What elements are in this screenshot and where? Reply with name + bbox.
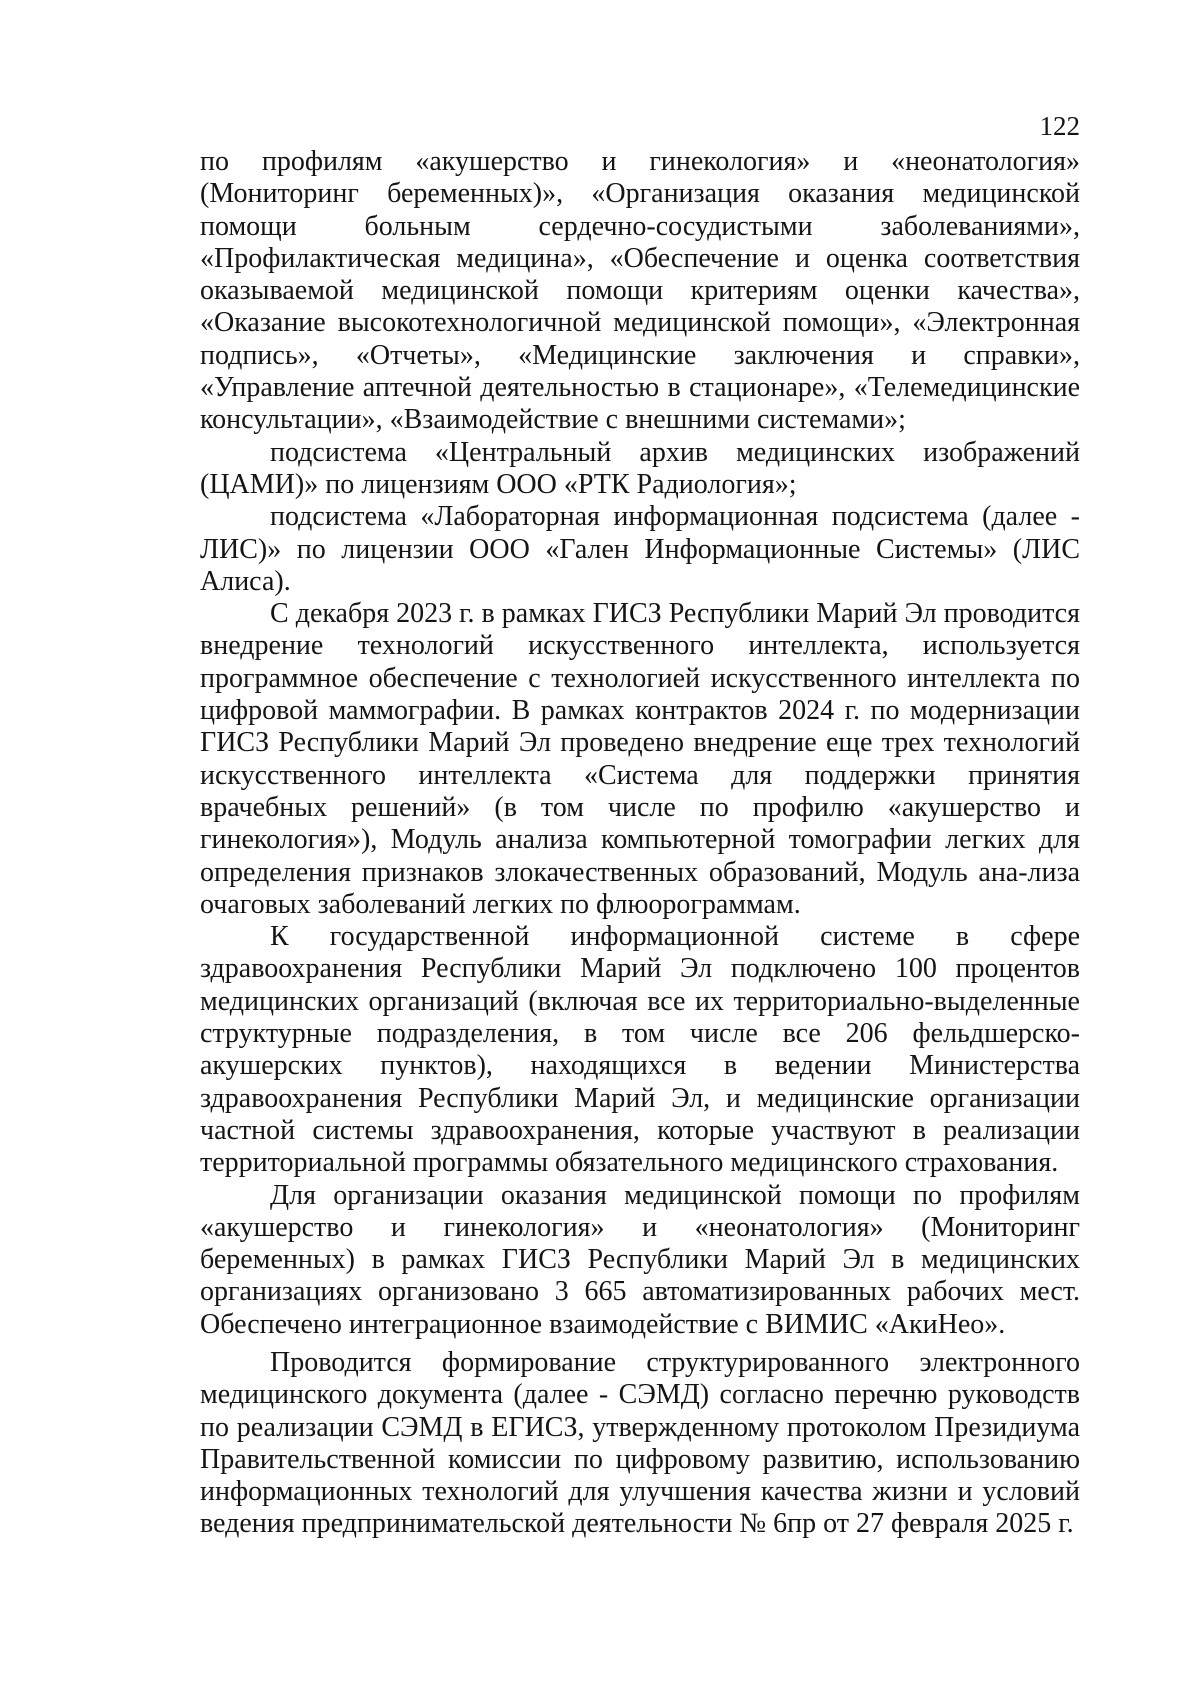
- paragraph-workstations: Для организации оказания медицинской помощи по профилям «акушерство и гинекология» и «неонатология» (Мониторинг беременных) в рамках ГИСЗ Республики Марий Эл в медицинских организациях организовано 3 665 автоматизированных рабочих мест. Обеспечено интеграционное взаимодействие с ВИМИС «АкиНео».: [200, 1179, 1080, 1340]
- page-number: 122: [1039, 111, 1080, 141]
- paragraph-ai-technologies: С декабря 2023 г. в рамках ГИСЗ Республики Марий Эл проводится внедрение технологий искусственного интеллекта, используется программное обеспечение с технологией искусственного интеллекта по цифровой маммографии. В рамках контрактов 2024 г. по модернизации ГИСЗ Республики Марий Эл проведено внедрение еще трех технологий искусственного интеллекта «Система для поддержки принятия врачебных решений» (в том числе по профилю «акушерство и гинекология»), Модуль анализа компьютерной томографии легких для определения признаков злокачественных образований, Модуль ана-лиза очаговых заболеваний легких по флюорограммам.: [200, 598, 1080, 920]
- paragraph-connected-organizations: К государственной информационной системе в сфере здравоохранения Республики Марий Эл подключено 100 процентов медицинских организаций (включая все их территориально-выделенные структурные подразделения, в том числе все 206 фельдшерско-акушерских пунктов), находящихся в ведении Министерства здравоохранения Республики Марий Эл, и медицинские организации частной системы здравоохранения, которые участвуют в реализации территориальной программы обязательного медицинского страхования.: [200, 921, 1080, 1179]
- paragraph-semd-formation: Проводится формирование структурированного электронного медицинского документа (далее - СЭМД) согласно перечню руководств по реализации СЭМД в ЕГИСЗ, утвержденному протоколом Президиума Правительственной комиссии по цифровому развитию, использованию информационных технологий для улучшения качества жизни и условий ведения предпринимательской деятельности № 6пр от 27 февраля 2025 г.: [200, 1346, 1080, 1540]
- document-body: [200, 146, 1080, 1541]
- paragraph-subsystem-profiles: по профилям «акушерство и гинекология» и «неонатология» (Мониторинг беременных)», «Организация оказания медицинской помощи больным сердечно-сосудистыми заболеваниями», «Профилактическая медицина», «Обеспечение и оценка соответствия оказываемой медицинской помощи критериям оценки качества», «Оказание высокотехнологичной медицинской помощи», «Электронная подпись», «Отчеты», «Медицинские заключения и справки», «Управление аптечной деятельностью в стационаре», «Телемедицинские консультации», «Взаимодействие с внешними системами»;: [200, 146, 1080, 436]
- paragraph-lis-subsystem: подсистема «Лабораторная информационная подсистема (далее - ЛИС)» по лицензии ООО «Гален Информационные Системы» (ЛИС Алиса).: [200, 501, 1080, 597]
- paragraph-tsami-subsystem: подсистема «Центральный архив медицинских изображений (ЦАМИ)» по лицензиям ООО «РТК Радиология»;: [200, 436, 1080, 500]
